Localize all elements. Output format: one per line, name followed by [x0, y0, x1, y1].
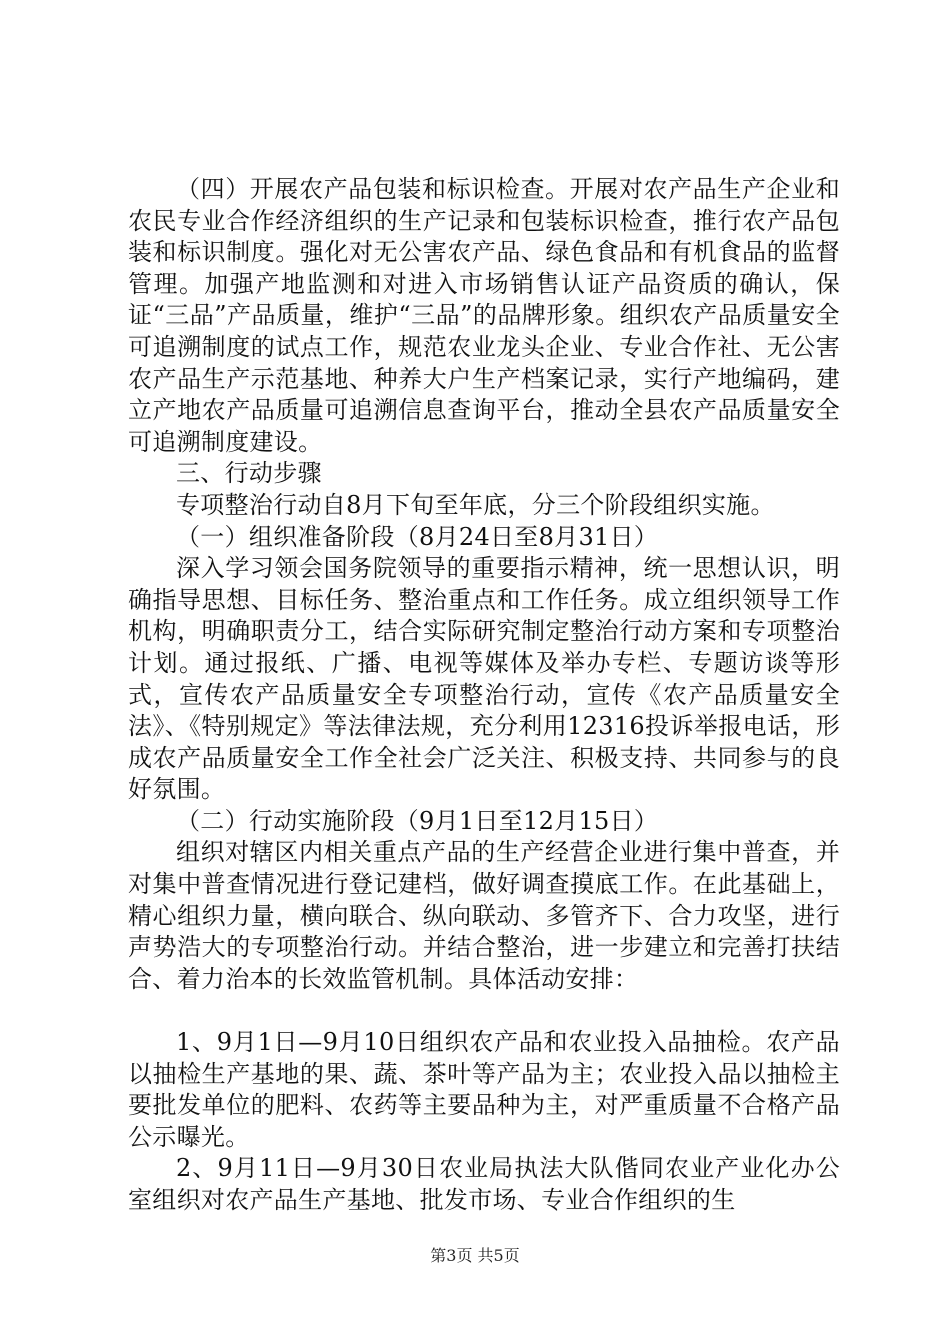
- subheading-preparation-stage: （一）组织准备阶段（8月24日至8月31日）: [176, 522, 659, 551]
- paragraph-preparation-stage: 深入学习领会国务院领导的重要指示精神，统一思想认识，明确指导思想、目标任务、整治重点和工作任务。成立组织领导工作机构，明确职责分工，结合实际研究制定整治行动方案和专项整治计划。通过报纸、广播、电视等媒体及举办专栏、专题访谈等形式，宣传农产品质量安全专项整治行动，宣传《农产品质量安全法》、《特别规定》等法律法规，充分利用12316投诉举报电话，形成农产品质量安全工作全社会广泛关注、积极支持、共同参与的良好氛围。: [128, 554, 840, 804]
- paragraph-packaging-inspection: （四）开展农产品包装和标识检查。开展对农产品生产企业和农民专业合作经济组织的生产记录和包装标识检查，推行农产品包装和标识制度。强化对无公害农产品、绿色食品和有机食品的监督管理。加强产地监测和对进入市场销售认证产品资质的确认，保证“三品”产品质量，维护“三品”的品牌形象。组织农产品质量安全可追溯制度的试点工作，规范农业龙头企业、专业合作社、无公害农产品生产示范基地、种养大户生产档案记录，实行产地编码，建立产地农产品质量可追溯信息查询平台，推动全县农产品质量安全可追溯制度建设。: [128, 175, 840, 456]
- section-heading-action-steps: 三、行动步骤: [176, 459, 322, 488]
- document-body: [128, 174, 840, 1217]
- paragraph-activity-1: 1、9月1日—9月10日组织农产品和农业投入品抽检。农产品以抽检生产基地的果、蔬、茶叶等产品为主；农业投入品以抽检主要批发单位的肥料、农药等主要品种为主，对严重质量不合格产品公示曝光。: [128, 1028, 840, 1151]
- paragraph-implementation-stage: 组织对辖区内相关重点产品的生产经营企业进行集中普查，并对集中普查情况进行登记建档，做好调查摸底工作。在此基础上，精心组织力量，横向联合、纵向联动、多管齐下、合力攻坚，进行声势浩大的专项整治行动。并结合整治，进一步建立和完善打扶结合、着力治本的长效监管机制。具体活动安排：: [128, 838, 840, 993]
- subheading-implementation-stage: （二）行动实施阶段（9月1日至12月15日）: [176, 806, 659, 835]
- paragraph-activity-2: 2、9月11日—9月30日农业局执法大队偕同农业产业化办公室组织对农产品生产基地、批发市场、专业合作组织的生: [128, 1154, 840, 1214]
- blank-line: [128, 995, 840, 1027]
- paragraph-action-overview: 专项整治行动自8月下旬至年底，分三个阶段组织实施。: [176, 490, 775, 519]
- page-number-footer: 第3页 共5页: [430, 1246, 520, 1265]
